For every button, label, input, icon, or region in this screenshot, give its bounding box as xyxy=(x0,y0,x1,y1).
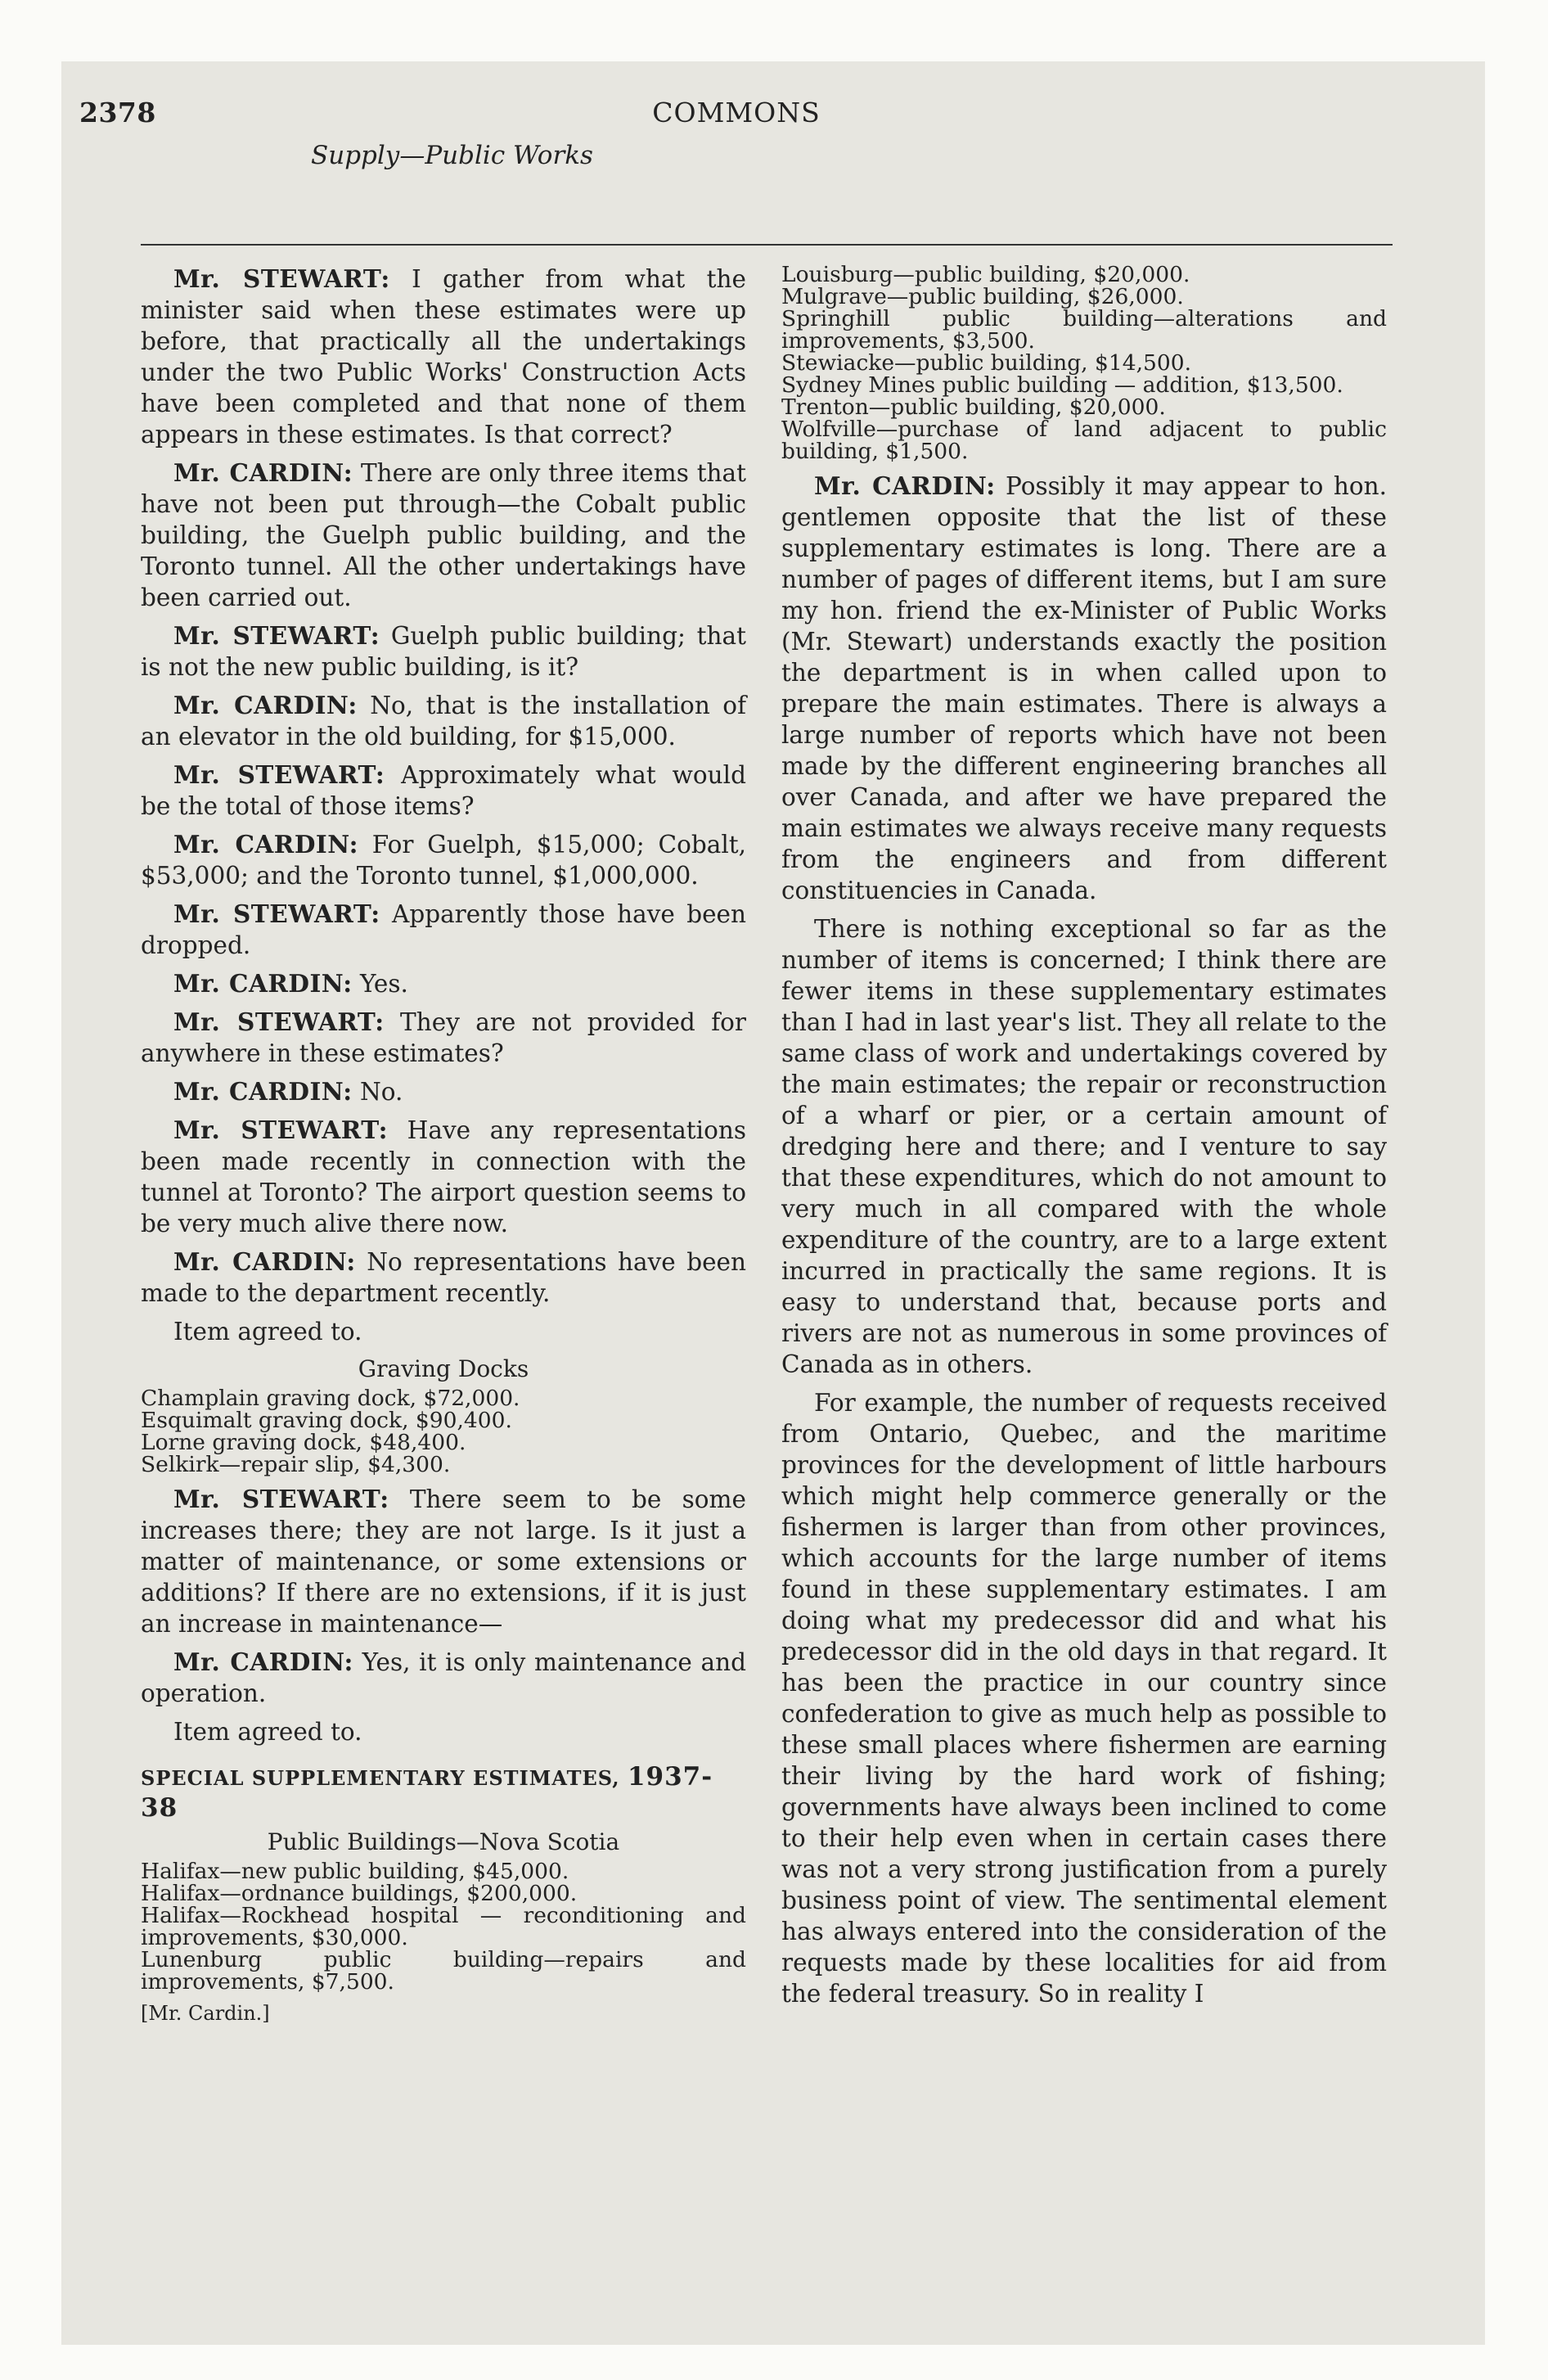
left-column xyxy=(141,264,746,2026)
speech-paragraph xyxy=(141,620,746,683)
speech-text: Yes, it is only maintenance and operation. xyxy=(141,1648,746,1707)
section-heading: Graving Docks xyxy=(358,1355,529,1382)
special-estimates-heading xyxy=(141,1762,746,1824)
speech-text: There are only three items that have not been put through—the Cobalt public building, the Guelph public building, and the Toronto tunnel. All the other undertakings have been carried out. xyxy=(141,459,746,611)
speaker-name: Mr. CARDIN: xyxy=(173,691,358,719)
speech-paragraph xyxy=(781,471,1387,906)
right-column xyxy=(781,264,1387,2017)
running-title: COMMONS xyxy=(652,97,821,128)
speech-text: Approximately what would be the total of those items? xyxy=(141,761,746,820)
speaker-name: Mr. CARDIN: xyxy=(173,830,359,859)
speaker-name: Mr. CARDIN: xyxy=(814,471,996,500)
page-header xyxy=(79,97,1393,252)
speech-text: For Guelph, $15,000; Cobalt, $53,000; and the Toronto tunnel, $1,000,000. xyxy=(141,831,746,890)
speaker-name: Mr. CARDIN: xyxy=(173,1077,353,1106)
estimate-item: Wolfville—purchase of land adjacent to public building, $1,500. xyxy=(781,417,1387,464)
speech-paragraph xyxy=(141,1246,746,1309)
speech-paragraph xyxy=(141,1647,746,1709)
speech-text: Have any representations been made recently in connection with the tunnel at Toronto? The airport question seems to be very much alive there now. xyxy=(141,1116,746,1237)
paragraph: There is nothing exceptional so far as the number of items is concerned; I think there are fewer items in these supplementary estimates than I had in last year's list. They all relate to the same class of work and undertakings covered by the main estimates; the repair or reconstruction of a wharf or pier, or a certain amount of dredging here and there; and I venture to say that these expenditures, which do not amount to very much in all compared with the whole expenditure of the country, are to a large extent incurred in practically the same regions. It is easy to understand that, because ports and rivers are not as numerous in some provinces of Canada as in others. xyxy=(781,915,1387,1378)
speaker-name: Mr. CARDIN: xyxy=(173,969,353,998)
estimate-item: Mulgrave—public building, $26,000. xyxy=(781,284,1184,309)
estimate-item: Louisburg—public building, $20,000. xyxy=(781,262,1190,287)
speaker-name: Mr. STEWART: xyxy=(173,899,380,928)
speech-paragraph xyxy=(141,1484,746,1639)
special-heading-year: 1937-38 xyxy=(141,1762,713,1823)
speech-text: I gather from what the minister said when these estimates were up before, that practically all the undertakings under the two Public Works' Construction Acts have been completed and that none of them appears in these estimates. Is that correct? xyxy=(141,265,746,449)
estimate-item: Halifax—ordnance buildings, $200,000. xyxy=(141,1881,578,1906)
speech-paragraph xyxy=(141,458,746,613)
paragraph: Item agreed to. xyxy=(173,1318,362,1346)
speech-paragraph xyxy=(141,899,746,961)
speaker-name: Mr. CARDIN: xyxy=(173,458,353,487)
speaker-name: Mr. STEWART: xyxy=(173,1485,389,1513)
speaker-name: Mr. STEWART: xyxy=(173,621,380,650)
estimate-list xyxy=(141,1387,746,1476)
special-heading-text: SPECIAL SUPPLEMENTARY ESTIMATES, xyxy=(141,1766,620,1790)
estimate-item: Halifax—new public building, $45,000. xyxy=(141,1859,569,1884)
speech-paragraph xyxy=(141,829,746,891)
speech-text: No. xyxy=(352,1078,403,1106)
estimate-item: Halifax—Rockhead hospital — reconditioning and improvements, $30,000. xyxy=(141,1903,746,1950)
speech-text: They are not provided for anywhere in these estimates? xyxy=(141,1008,746,1067)
estimate-item: Sydney Mines public building — addition, $13,500. xyxy=(781,372,1343,398)
speaker-name: Mr. STEWART: xyxy=(173,264,390,293)
speech-paragraph xyxy=(141,690,746,752)
speech-paragraph xyxy=(141,760,746,822)
speech-text: Apparently those have been dropped. xyxy=(141,900,746,959)
speaker-name: Mr. STEWART: xyxy=(173,1007,385,1036)
section-subtitle: Supply—Public Works xyxy=(311,141,593,170)
speech-paragraph xyxy=(141,968,746,999)
speaker-name: Mr. CARDIN: xyxy=(173,1247,356,1276)
estimate-item: Selkirk—repair slip, $4,300. xyxy=(141,1452,451,1477)
paragraph: For example, the number of requests received from Ontario, Quebec, and the maritime provinces for the development of little harbours which might help commerce generally or the fishermen is larger than from other provinces, which accounts for the large number of items found in these supplementary estimates. I am doing what my predecessor did and what his predecessor did in the old days in that regard. It has been the practice in our country since confederation to give as much help as possible to these small places where fishermen are earning their living by the hard work of fishing; governments have always been inclined to come to their help even when in certain cases there was not a very strong justification from a purely business point of view. The sentimental element has always entered into the consideration of the requests made by these localities for aid from the federal treasury. So in reality I xyxy=(781,1389,1387,2008)
estimate-item: Lorne graving dock, $48,400. xyxy=(141,1430,466,1455)
speech-text: Guelph public building; that is not the new public building, is it? xyxy=(141,622,746,681)
estimate-item: Esquimalt graving dock, $90,400. xyxy=(141,1408,512,1433)
estimate-item: Champlain graving dock, $72,000. xyxy=(141,1386,520,1411)
header-rule xyxy=(141,244,1393,246)
speech-paragraph xyxy=(141,264,746,450)
speech-paragraph xyxy=(141,1007,746,1069)
speech-text: No, that is the installation of an elevator in the old building, for $15,000. xyxy=(141,692,746,751)
estimate-item: Lunenburg public building—repairs and improvements, $7,500. xyxy=(141,1947,746,1995)
estimate-item: Stewiacke—public building, $14,500. xyxy=(781,350,1192,376)
estimate-item: Trenton—public building, $20,000. xyxy=(781,394,1166,420)
speaker-note: [Mr. Cardin.] xyxy=(141,2002,270,2025)
section-heading: Public Buildings—Nova Scotia xyxy=(267,1828,620,1855)
speech-text: There seem to be some increases there; they are not large. Is it just a matter of maintenance, or some extensions or additions? If there are no extensions, if it is just an increase in maintenance— xyxy=(141,1485,746,1638)
estimate-list xyxy=(781,264,1387,462)
speaker-name: Mr. CARDIN: xyxy=(173,1648,353,1676)
speech-text: No representations have been made to the department recently. xyxy=(141,1248,746,1307)
speech-text: Possibly it may appear to hon. gentlemen opposite that the list of these supplementary estimates is long. There are a number of pages of different items, but I am sure my hon. friend the ex-Minister of Public Works (Mr. Stewart) understands exactly the position the department is in when called upon to prepare the main estimates. There is always a large number of reports which have not been made by the different engineering branches all over Canada, and after we have prepared the main estimates we always receive many requests from the engineers and from different constituencies in Canada. xyxy=(781,472,1387,904)
paragraph: Item agreed to. xyxy=(173,1718,362,1746)
speech-paragraph xyxy=(141,1076,746,1107)
page-number: 2378 xyxy=(79,97,156,128)
speaker-name: Mr. STEWART: xyxy=(173,1116,388,1144)
speaker-name: Mr. STEWART: xyxy=(173,760,385,789)
speech-paragraph xyxy=(141,1115,746,1239)
estimate-item: Springhill public building—alterations and improvements, $3,500. xyxy=(781,306,1387,354)
estimate-list xyxy=(141,1860,746,1993)
speech-text: Yes. xyxy=(352,970,408,998)
